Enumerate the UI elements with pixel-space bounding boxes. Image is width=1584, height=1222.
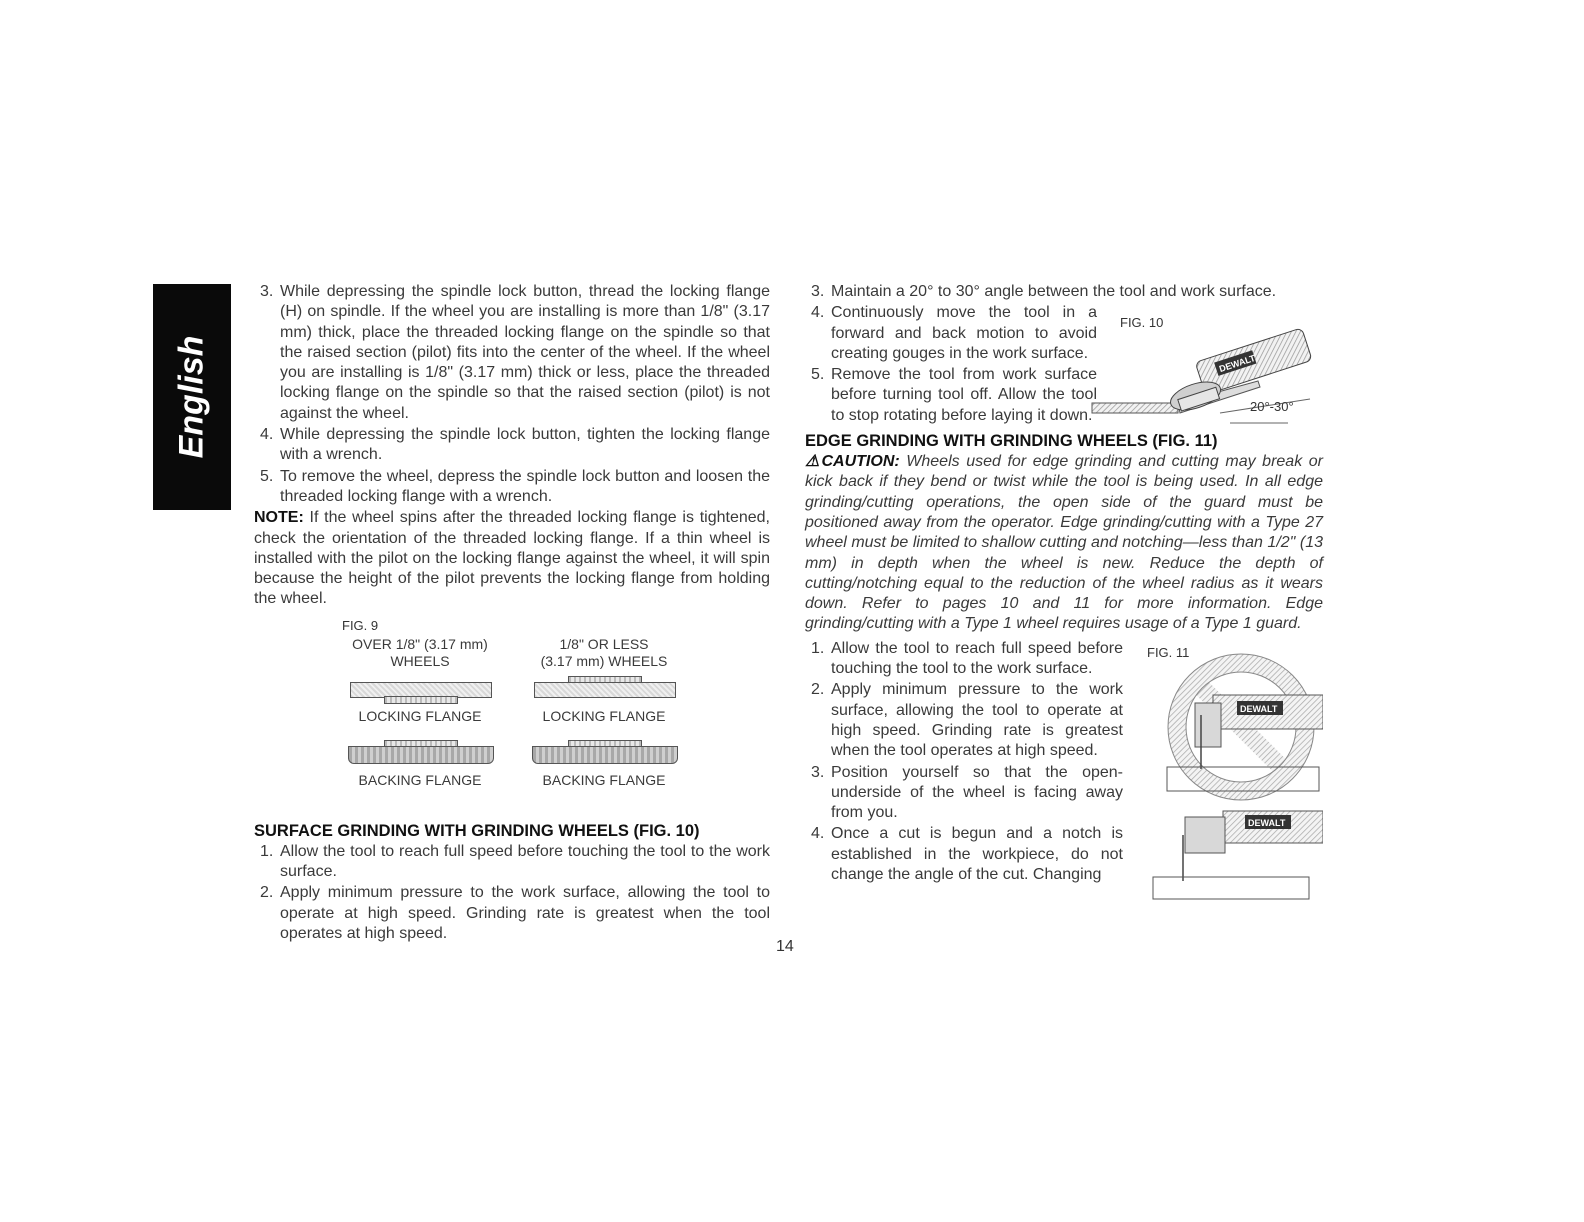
caution-label: ⚠CAUTION: xyxy=(805,453,900,471)
surface-grinding-heading: SURFACE GRINDING WITH GRINDING WHEELS (FIG. 10) xyxy=(254,821,700,840)
fig10-brand: DEWALT xyxy=(1217,353,1257,375)
edge-grinding-icon xyxy=(1145,639,1323,911)
list-item: 2. Apply minimum pressure to the work surface, allowing the tool to operate at high speed. Grinding rate is greatest when the tool operates at high speed. xyxy=(260,884,770,942)
right-column xyxy=(805,282,1323,886)
note-label: NOTE: xyxy=(254,509,304,527)
figure-11 xyxy=(1145,639,1323,911)
fig10-angle-label: 20°-30° xyxy=(1250,399,1294,415)
list-item: 1. Allow the tool to reach full speed before touching the tool to the work surface. xyxy=(811,639,1123,678)
caution-paragraph xyxy=(805,452,1323,635)
list-item: 4. While depressing the spindle lock button, tighten the locking flange with a wrench. xyxy=(260,426,770,464)
fig9-locking-label-2: LOCKING FLANGE xyxy=(542,707,666,724)
list-item: 5. To remove the wheel, depress the spindle lock button and loosen the threaded locking flange with a wrench. xyxy=(260,467,770,505)
figure-10 xyxy=(1090,311,1318,429)
figure-9-label: FIG. 9 xyxy=(342,617,379,633)
prohibited-usage-icon xyxy=(1167,654,1323,800)
fig11-brand-1: DEWALT xyxy=(1240,703,1278,714)
fig10-block xyxy=(805,303,1323,426)
list-item: 5. Remove the tool from work surface before turning tool off. Allow the tool to stop rotating before laying it down. xyxy=(811,366,1097,424)
list-item: 4. Continuously move the tool in a forward and back motion to avoid creating gouges in the work surface. xyxy=(811,304,1097,362)
page-number: 14 xyxy=(776,938,794,955)
list-item: 4. Once a cut is begun and a notch is established in the workpiece, do not change the angle of the cut. Changing xyxy=(811,825,1123,884)
edge-grinding-steps xyxy=(805,639,1123,886)
fig9-backing-label-1: BACKING FLANGE xyxy=(358,771,482,788)
figure-11-label: FIG. 11 xyxy=(1147,644,1190,660)
list-item: 3. Maintain a 20° to 30° angle between the tool and work surface. xyxy=(811,283,1277,300)
list-item: 3. Position yourself so that the open-underside of the wheel is facing away from you. xyxy=(811,763,1123,822)
list-item: 1. Allow the tool to reach full speed before touching the tool to the work surface. xyxy=(260,842,770,881)
language-tab xyxy=(153,284,231,510)
note-paragraph xyxy=(254,508,770,609)
left-column xyxy=(254,282,770,945)
fig9-col2-title: 1/8" OR LESS (3.17 mm) WHEELS xyxy=(540,635,668,669)
fig9-backing-label-2: BACKING FLANGE xyxy=(542,771,666,788)
list-item: 3. While depressing the spindle lock button, thread the locking flange (H) on spindle. If the wheel you are installing is more than 1/8" (3.17 mm) thick, place the threaded locking flange on the spindle so that the raised section (pilot) fits into the center of the wheel. If the wheel you are installing is 1/8" (3.17 mm) thick or less, place the threaded locking flange on the spindle so that the raised section (pilot) is not against the wheel. xyxy=(260,283,770,422)
angle-step xyxy=(805,282,1323,302)
list-item: 2. Apply minimum pressure to the work surface, allowing the tool to operate at high speed. Grinding rate is greatest when the tool operates at high speed. xyxy=(811,681,1123,760)
language-tab-label: English xyxy=(172,335,211,459)
figure-10-label: FIG. 10 xyxy=(1120,315,1164,331)
motion-steps xyxy=(805,303,1097,426)
surface-grinding-steps xyxy=(254,842,770,944)
fig11-brand-2: DEWALT xyxy=(1248,817,1286,828)
fig9-locking-label-1: LOCKING FLANGE xyxy=(358,707,482,724)
edge-grinding-heading: EDGE GRINDING WITH GRINDING WHEELS (FIG. 11) xyxy=(805,432,1218,451)
caution-text: Wheels used for edge grinding and cutting may break or kick back if they bend or twist while the tool is being used. In all edge grinding/cutting operations, the open side of the guard must be positioned away from the operator. Edge grinding/cutting with a Type 27 wheel must be limited to shallow cutting and notching—less than 1/2" (13 mm) in depth when the wheel is new. Reduce the depth of cutting/notching equal to the reduction of the wheel radius as it wears down. Refer to pages 10 and 11 for more information. Edge grinding/cutting with a Type 1 wheel requires usage of a Type 1 guard. xyxy=(805,453,1324,633)
fig9-col1-title: OVER 1/8" (3.17 mm) WHEELS xyxy=(352,635,488,669)
warning-icon: ⚠ xyxy=(805,453,822,471)
flange-steps xyxy=(254,282,770,507)
correct-usage-icon xyxy=(1153,811,1323,899)
figure-9 xyxy=(254,616,770,818)
note-text: If the wheel spins after the threaded locking flange is tightened, check the orientation of the threaded locking flange. If a thin wheel is installed with the pilot on the locking flange against the wheel, it will spin because the height of the pilot prevents the locking flange from holding the wheel. xyxy=(254,509,770,608)
fig11-block xyxy=(805,639,1323,886)
